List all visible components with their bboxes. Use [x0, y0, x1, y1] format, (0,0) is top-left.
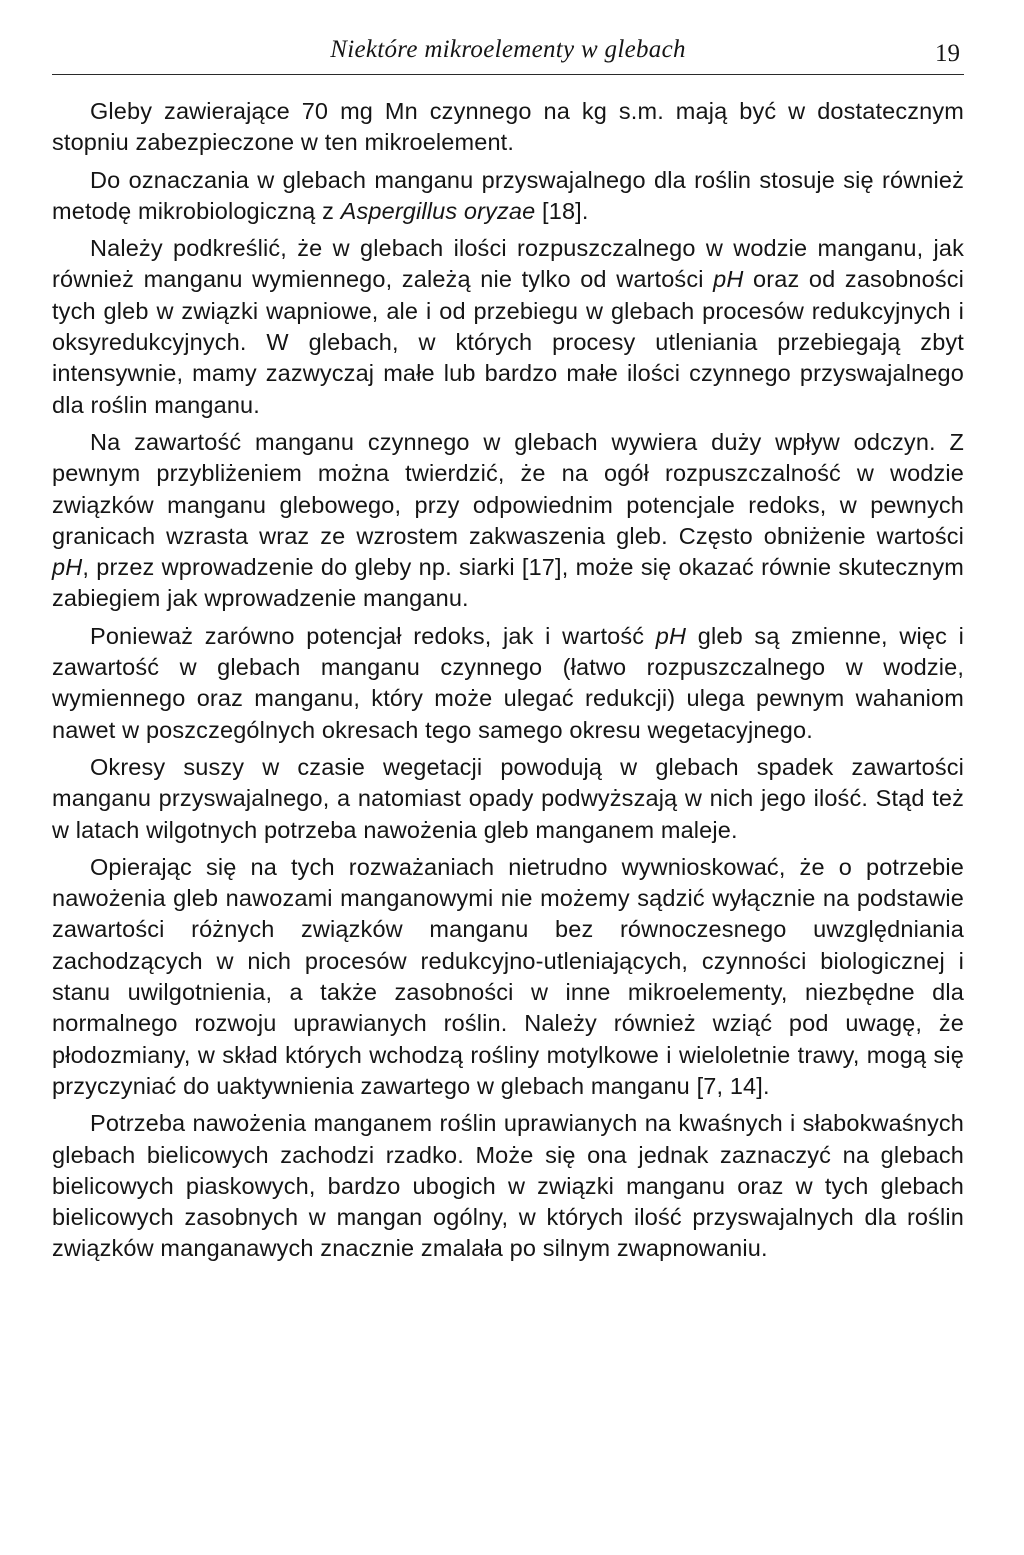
- text-run: Gleby zawierające 70 mg Mn czynnego na kg s.m. mają być w dostatecznym stopniu zabezpieczone w ten mikroelement.: [52, 98, 964, 156]
- running-title: Niektóre mikroelementy w glebach: [330, 36, 686, 63]
- body-text: [52, 96, 964, 1271]
- paragraph-drought-periods: [52, 752, 964, 846]
- page-number: 19: [935, 40, 960, 67]
- running-head: [52, 34, 964, 75]
- ph-symbol: pH: [655, 622, 687, 649]
- paragraph-soil-reaction: [52, 427, 964, 615]
- paragraph-fertilization-need: [52, 852, 964, 1102]
- text-run: Opierając się na tych rozważaniach nietrudno wywnioskować, że o potrzebie nawożenia gleb nawozami manganowymi nie możemy sądzić wyłącznie na podstawie zawartości różnych związków manganu bez równoczesnego uwzględniania zachodzących w nich procesów redukcyjno-utleniających, czynności biologicznej i stanu uwilgotnienia, a także zasobności w inne mikroelementy, niezbędne dla normalnego rozwoju uprawianych roślin. Należy również wziąć pod uwagę, że płodozmiany, w skład których wchodzą rośliny motylkowe i wieloletnie trawy, mogą się przyczyniać do uaktywnienia zawartego w glebach manganu [7, 14].: [52, 853, 964, 1099]
- text-run: Potrzeba nawożenia manganem roślin uprawianych na kwaśnych i słabokwaśnych glebach bielicowych zachodzi rzadko. Może się ona jednak zaznaczyć na glebach bielicowych piaskowych, bardzo ubogich w związki manganu oraz w tych glebach bielicowych zasobnych w mangan ogólny, w których ilość przyswajalnych dla roślin związków manganawych znacznie zmalała po silnym zwapnowaniu.: [52, 1110, 964, 1262]
- paragraph-soluble-manganese: [52, 233, 964, 421]
- text-run: Do oznaczania w glebach manganu przyswajalnego dla roślin stosuje się również metodę mikrobiologiczną z: [52, 166, 964, 224]
- paragraph-microbiological-method: [52, 165, 964, 228]
- text-run: Okresy suszy w czasie wegetacji powodują w glebach spadek zawartości manganu przyswajalnego, a natomiast opady podwyższają w nich jego ilość. Stąd też w latach wilgotnych potrzeba nawożenia gleb manganem maleje.: [52, 753, 964, 843]
- ph-symbol: pH: [713, 266, 744, 293]
- text-run: Należy podkreślić, że w glebach ilości rozpuszczalnego w wodzie manganu, jak również manganu wymiennego, zależą nie tylko od wartości: [52, 235, 964, 293]
- paragraph-redox-variability: [52, 621, 964, 746]
- text-run: oraz od zasobności tych gleb w związki wapniowe, ale i od przebiegu w glebach procesów redukcyjnych i oksyredukcyjnych. W glebach, w których procesy utleniania przebiegają zbyt intensywnie, mamy zazwyczaj małe lub bardzo małe ilości czynnego przyswajalnego dla roślin manganu.: [52, 266, 964, 418]
- text-run: gleb są zmienne, więc i zawartość w glebach manganu czynnego (łatwo rozpuszczalnego w wodzie, wymiennego oraz manganu, który może ulegać redukcji) ulega pewnym wahaniom nawet w poszczególnych okresach tego samego okresu wegetacyjnego.: [52, 622, 964, 743]
- text-run: Ponieważ zarówno potencjał redoks, jak i wartość: [90, 622, 656, 649]
- paragraph-mn-content: [52, 96, 964, 159]
- text-run: Na zawartość manganu czynnego w glebach wywiera duży wpływ odczyn. Z pewnym przybliżeniem można twierdzić, że na ogół rozpuszczalność w wodzie związków manganu glebowego, przy odpowiednim potencjale redoks, w pewnych granicach wzrasta wraz ze wzrostem zakwaszenia gleb. Często obniżenie wartości: [52, 428, 964, 549]
- text-run: , przez wprowadzenie do gleby np. siarki [17], może się okazać równie skutecznym zabiegiem jak wprowadzenie manganu.: [52, 554, 964, 612]
- citation-text: [18].: [535, 197, 589, 224]
- ph-symbol: pH: [52, 554, 83, 581]
- paragraph-podzolic-soils: [52, 1108, 964, 1264]
- species-name: Aspergillus oryzae: [340, 197, 536, 224]
